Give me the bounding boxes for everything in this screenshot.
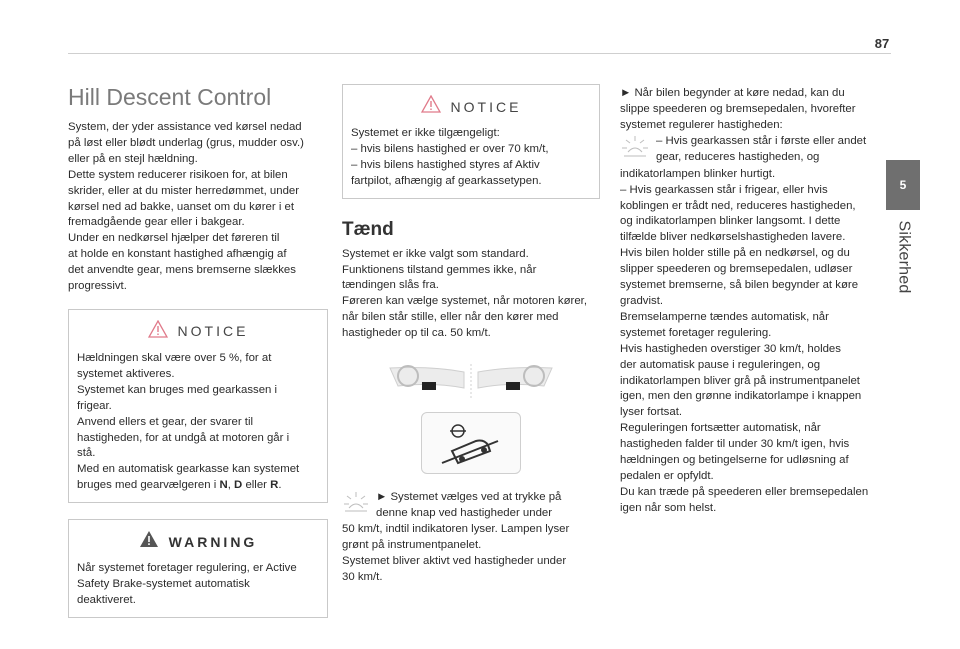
gear-text: bruges med gearvælgeren i (77, 479, 220, 492)
warning-box (68, 519, 328, 618)
gear-sep: , (227, 479, 235, 492)
body-line: indikatorlampen blinker hurtigt. (620, 167, 776, 180)
notice-line: Anvend ellers et gear, der svarer til (77, 415, 254, 428)
body-line: Funktionens tilstand gemmes ikke, når (342, 263, 537, 276)
sun-rays-icon (620, 134, 650, 167)
intro-line: Dette system reducerer risikoen for, at bilen (68, 168, 288, 181)
body-line: systemet foretager regulering. (620, 326, 772, 339)
section-title: Hill Descent Control (68, 84, 272, 110)
hdc-button-illustration (421, 412, 521, 474)
warning-triangle-outline-icon (421, 95, 441, 118)
notice-box (342, 84, 600, 199)
intro-line: progressivt. (68, 280, 127, 293)
warning-line: Safety Brake-systemet automatisk (77, 578, 250, 591)
body-line: – Hvis gearkassen står i frigear, eller hvis (620, 183, 828, 196)
gear-instruction-text (656, 134, 866, 167)
body-line: Bremselamperne tændes automatisk, når (620, 310, 829, 323)
pointer-text (376, 490, 561, 522)
notice-line: Hældningen skal være over 5 %, for at (77, 351, 272, 364)
body-line: tilfælde bliver nedkørselshastigheden lavere. (620, 231, 846, 244)
body-line: hastigheder op til ca. 50 km/t. (342, 327, 491, 340)
body-line: slipper speederen og bremsepedalen, udløser (620, 263, 853, 276)
body-line: Hvis hastigheden overstiger 30 km/t, holdes (620, 342, 841, 355)
body-line: der automatisk pause i reguleringen, og (620, 358, 821, 371)
body-line: systemet regulerer hastigheden: (620, 118, 783, 131)
gear-end: . (278, 479, 282, 492)
intro-line: det anvendte gear, mens bremserne slækkes (68, 264, 296, 277)
intro-line: på løst eller blødt underlag (grus, mudder osv.) (68, 136, 304, 149)
gear-sep: eller (242, 479, 271, 492)
notice-line: hastigheden, for at undgå at motoren går i (77, 431, 290, 444)
body-line: og indikatorlampen blinker langsomt. I dette (620, 215, 841, 228)
intro-text (68, 120, 328, 295)
warning-header (77, 530, 319, 553)
chapter-tab[interactable]: 5 (886, 160, 920, 210)
intro-line: kørsel ned ad bakke, uanset om du kører i et (68, 200, 295, 213)
body-line: 30 km/t. (342, 570, 383, 583)
pointer-instruction (342, 490, 600, 522)
body-line: hældningen og betingelserne for udløsning af (620, 454, 849, 467)
body-line: gradvist. (620, 294, 664, 307)
notice-line-gears (77, 478, 319, 494)
notice-line: – hvis bilens hastighed er over 70 km/t, (351, 142, 549, 155)
body-line: ► Når bilen begynder at køre nedad, kan du (620, 87, 845, 99)
body-line: koblingen er trådt ned, reduceres hastigheden, (620, 199, 856, 212)
body-line: grønt på instrumentpanelet. (342, 538, 482, 551)
body-line: igen når som helst. (620, 501, 717, 514)
warning-line: Når systemet foretager regulering, er Active (77, 562, 297, 575)
notice-title: NOTICE (450, 98, 522, 115)
body-line: Reguleringen fortsætter automatisk, når (620, 422, 821, 435)
body-line: – Hvis gearkassen står i første eller andet (656, 134, 867, 147)
notice-line: frigear. (77, 399, 112, 412)
body-line: Hvis bilen holder stille på en nedkørsel, og du (620, 247, 850, 260)
body-line: pedalen er opfyldt. (620, 469, 714, 482)
notice-line: stå. (77, 447, 96, 460)
gear-instruction (620, 134, 882, 167)
warning-triangle-outline-icon (148, 320, 168, 343)
warning-triangle-filled-icon (139, 530, 159, 553)
chapter-title: Sikkerhed (895, 220, 913, 294)
column-1 (68, 78, 328, 618)
intro-line: System, der yder assistance ved kørsel nedad (68, 121, 302, 133)
warning-title: WARNING (168, 533, 258, 550)
notice-header (77, 320, 319, 343)
notice-box (68, 309, 328, 503)
dashboard-illustration (342, 362, 600, 402)
body-line: tændingen slås fra. (342, 279, 439, 292)
body-line: lyser fortsat. (620, 406, 683, 419)
intro-line: fremadgående gear eller i bakgear. (68, 216, 245, 229)
notice-line: Med en automatisk gearkasse kan systemet (77, 463, 300, 476)
gear-d: D (234, 479, 243, 492)
subtitle-taend: Tænd (342, 218, 394, 240)
pointer-line: ► Systemet vælges ved at trykke på (376, 491, 562, 504)
warning-line: deaktiveret. (77, 593, 136, 606)
notice-line: – hvis bilens hastighed styres af Aktiv (351, 158, 540, 171)
intro-line: Under en nedkørsel hjælper det føreren til (68, 232, 280, 245)
gear-n: N (219, 479, 228, 492)
pointer-line: denne knap ved hastigheder under (376, 506, 553, 519)
body-line: Føreren kan vælge systemet, når motoren kører, (342, 295, 587, 308)
intro-line: at holde en konstant hastighed afhængig af (68, 248, 287, 261)
notice-header (351, 95, 591, 118)
page-number: 87 (874, 36, 890, 51)
body-line: Du kan træde på speederen eller bremsepedalen (620, 485, 869, 498)
chapter-name (886, 212, 920, 302)
column-2 (342, 84, 600, 586)
notice-line: Systemet kan bruges med gearkassen i (77, 383, 278, 396)
body-line: 50 km/t, indtil indikatoren lyser. Lampen lyser (342, 522, 570, 535)
notice-line: systemet aktiveres. (77, 367, 175, 380)
notice-title: NOTICE (177, 323, 249, 340)
body-line: systemet bremserne, så bilen begynder at køre (620, 279, 859, 292)
steering-wheel-dashboard-icon (342, 389, 600, 406)
body-line: gear, reduceres hastigheden, og (656, 150, 820, 163)
body-line: Systemet er ikke valgt som standard. (342, 247, 529, 260)
intro-line: skrider, eller at du mister herredømmet, under (68, 184, 300, 197)
top-rule (68, 53, 891, 54)
intro-line: eller på en stejl hældning. (68, 152, 198, 165)
notice-line: Systemet er ikke tilgængeligt: (351, 127, 500, 139)
notice-line: fartpilot, afhængig af gearkassetypen. (351, 174, 542, 187)
body-line: slippe speederen og bremsepedalen, hvorefter (620, 102, 856, 115)
body-line: når bilen står stille, eller når den kører med (342, 311, 559, 324)
sun-rays-icon (342, 490, 370, 522)
hill-descent-car-icon (436, 421, 504, 465)
body-line: indikatorlampen bliver grå på instrumentpanelet (620, 374, 860, 387)
column-3 (620, 86, 882, 517)
body-line: hastigheden falder til under 30 km/t igen, hvis (620, 438, 850, 451)
body-line: Systemet bliver aktivt ved hastigheder under (342, 554, 567, 567)
body-line: igen, men den grønne indikatorlampe i knappen (620, 390, 862, 403)
gear-r: R (270, 479, 279, 492)
